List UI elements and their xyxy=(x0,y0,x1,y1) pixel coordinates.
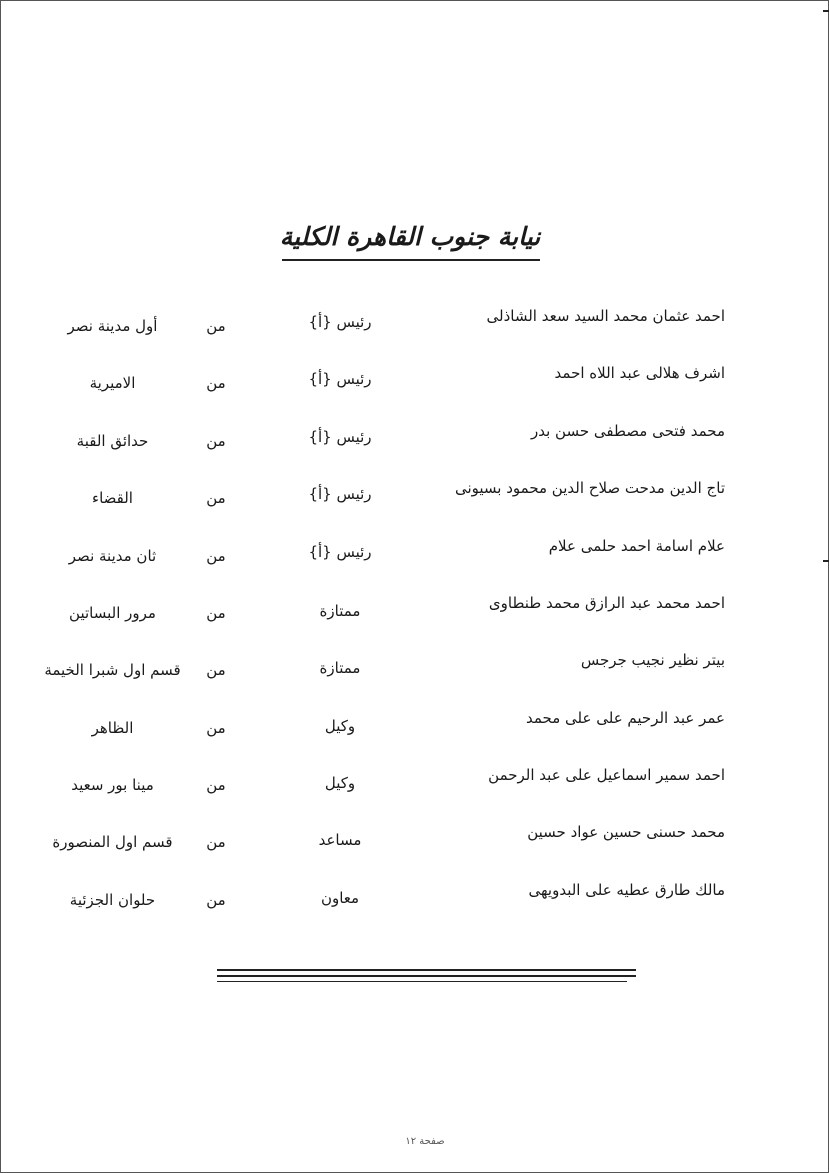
list-item xyxy=(0,306,829,346)
rank-label: معاون xyxy=(320,889,360,907)
person-name: علام اسامة احمد حلمى علام xyxy=(548,537,725,555)
list-item xyxy=(0,593,829,633)
assignment-place: الاميرية xyxy=(89,374,136,392)
scan-corner-mark xyxy=(823,10,829,12)
separator-line xyxy=(217,969,636,971)
rank-label: مساعد xyxy=(318,831,362,849)
person-name: اشرف هلالى عبد اللاه احمد xyxy=(554,364,725,382)
from-label: من xyxy=(206,776,226,794)
rank-label: ممتازة xyxy=(319,659,361,677)
rank-label: رئيس {أ} xyxy=(308,543,372,561)
assignment-place: قسم اول المنصورة xyxy=(52,833,173,851)
rank-label: ممتازة xyxy=(319,602,361,620)
person-name: محمد فتحى مصطفى حسن بدر xyxy=(530,422,725,440)
assignment-place: القضاء xyxy=(92,489,133,507)
from-label: من xyxy=(206,891,226,909)
assignment-place: الظاهر xyxy=(91,719,134,737)
assignment-place: قسم اول شبرا الخيمة xyxy=(44,661,181,679)
list-item xyxy=(0,822,829,862)
list-item xyxy=(0,650,829,690)
assignment-place: مرور البساتين xyxy=(69,604,156,622)
rank-label: وكيل xyxy=(324,774,356,792)
list-item xyxy=(0,421,829,461)
list-item xyxy=(0,478,829,518)
rank-label: رئيس {أ} xyxy=(308,370,372,388)
rank-label: رئيس {أ} xyxy=(308,485,372,503)
document-title: نيابة جنوب القاهرة الكلية xyxy=(279,222,541,251)
separator-line xyxy=(217,975,636,977)
from-label: من xyxy=(206,719,226,737)
list-item xyxy=(0,765,829,805)
page-number: صفحة ١٢ xyxy=(405,1136,445,1147)
assignment-place: أول مدينة نصر xyxy=(67,317,158,335)
rank-label: وكيل xyxy=(324,717,356,735)
assignment-place: مينا بور سعيد xyxy=(71,776,154,794)
assignment-place: حلوان الجزئية xyxy=(69,891,156,909)
from-label: من xyxy=(206,374,226,392)
person-name: احمد عثمان محمد السيد سعد الشاذلى xyxy=(486,307,725,325)
from-label: من xyxy=(206,432,226,450)
person-name: عمر عبد الرحيم على على محمد xyxy=(526,709,725,727)
from-label: من xyxy=(206,547,226,565)
list-item xyxy=(0,536,829,576)
from-label: من xyxy=(206,317,226,335)
list-item xyxy=(0,880,829,920)
from-label: من xyxy=(206,604,226,622)
list-item xyxy=(0,363,829,403)
rank-label: رئيس {أ} xyxy=(308,428,372,446)
person-name: تاج الدين مدحت صلاح الدين محمود بسيونى xyxy=(454,479,725,497)
person-name: محمد حسنى حسين عواد حسين xyxy=(527,823,725,841)
from-label: من xyxy=(206,661,226,679)
separator-line xyxy=(217,981,627,982)
person-name: احمد سمير اسماعيل على عبد الرحمن xyxy=(488,766,725,784)
person-name: بيتر نظير نجيب جرجس xyxy=(580,651,725,669)
rank-label: رئيس {أ} xyxy=(308,313,372,331)
from-label: من xyxy=(206,489,226,507)
list-item xyxy=(0,708,829,748)
person-name: مالك طارق عطيه على البدويهى xyxy=(528,881,725,899)
assignment-place: حدائق القبة xyxy=(76,432,149,450)
from-label: من xyxy=(206,833,226,851)
person-name: احمد محمد عبد الرازق محمد طنطاوى xyxy=(488,594,725,612)
scan-corner-mark xyxy=(823,560,829,562)
assignment-place: ثان مدينة نصر xyxy=(68,547,157,565)
